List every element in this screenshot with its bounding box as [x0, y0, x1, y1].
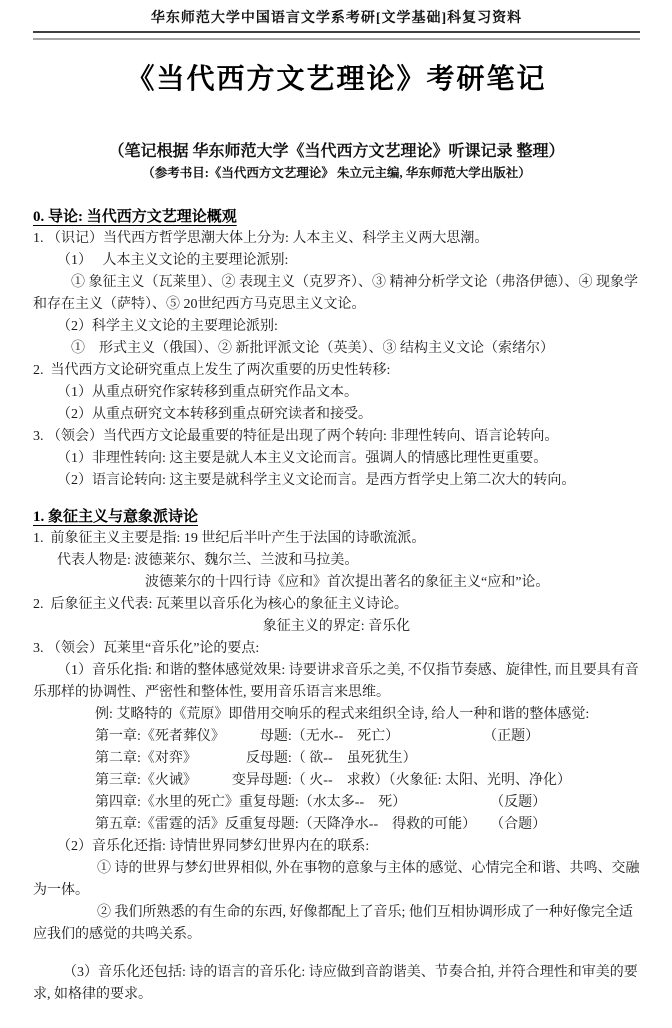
doc-line: 2. 后象征主义代表: 瓦莱里以音乐化为核心的象征主义诗论。 [33, 597, 408, 612]
doc-line: （1）音乐化指: 和谐的整体感觉效果: 诗要讲求音乐之美, 不仅指节奏感、旋律性, 而且要具有音乐那样的协调性、严密性和整体性, 要用音乐语言来思维。 [33, 663, 639, 700]
section-0 [33, 206, 640, 492]
doc-line: ① 象征主义（瓦莱里）、② 表现主义（克罗齐）、③ 精神分析学文论（弗洛伊德）、④ 现象学和存在主义（萨特）、⑤ 20世纪西方马克思主义文论。 [33, 275, 638, 312]
doc-line: 第三章:《火诫》 变异母题:（ 火-- 求救）（火象征: 太阳、光明、净化） [95, 773, 571, 788]
doc-line: （1） 人本主义文论的主要理论派别: [57, 253, 289, 268]
doc-line: （2）语言论转向: 这主要是就科学主义文论而言。是西方哲学史上第二次大的转向。 [57, 473, 576, 488]
doc-line: 例: 艾略特的《荒原》即借用交响乐的程式来组织全诗, 给人一种和谐的整体感觉: [95, 707, 590, 722]
doc-line: ① 诗的世界与梦幻世界相似, 外在事物的意象与主体的感觉、心情完全和谐、共鸣、交融为一体。 [33, 861, 640, 898]
doc-line: 3. （领会）当代西方文论最重要的特征是出现了两个转向: 非理性转向、语言论转向。 [33, 429, 559, 444]
doc-line: ② 我们所熟悉的有生命的东西, 好像都配上了音乐; 他们互相协调形成了一种好像完全适应我们的感觉的共鸣关系。 [33, 905, 633, 942]
doc-line: 代表人物是: 波德莱尔、魏尔兰、兰波和马拉美。 [57, 553, 359, 568]
section-heading: 0. 导论: 当代西方文艺理论概观 [33, 209, 237, 225]
section-1 [33, 506, 640, 1006]
doc-header: 华东师范大学中国语言文学系考研[文学基础]科复习资料 [150, 11, 523, 26]
doc-line: 第一章:《死者葬仪》 母题:（无水-- 死亡） （正题） [95, 729, 540, 744]
doc-line: （2）音乐化还指: 诗情世界同梦幻世界内在的联系: [57, 839, 370, 854]
section-heading: 1. 象征主义与意象派诗论 [33, 509, 199, 525]
doc-line: （2）科学主义文论的主要理论派别: [57, 319, 278, 334]
note-primary: （笔记根据 华东师范大学《当代西方文艺理论》听课记录 整理） [108, 143, 565, 160]
document-body [33, 206, 640, 1006]
page-title: 《当代西方文艺理论》考研笔记 [126, 63, 547, 94]
doc-line: 波德莱尔的十四行诗《应和》首次提出著名的象征主义“应和”论。 [145, 575, 550, 590]
doc-line: 第二章:《对弈》 反母题:（ 欲-- 虽死犹生） [95, 751, 417, 766]
header-rule [33, 31, 640, 40]
doc-line: （1）从重点研究作家转移到重点研究作品文本。 [57, 385, 358, 400]
doc-line: ① 形式主义（俄国）、② 新批评派文论（英美）、③ 结构主义文论（索绪尔） [71, 341, 554, 356]
doc-line: 1. （识记）当代西方哲学思潮大体上分为: 人本主义、科学主义两大思潮。 [33, 231, 489, 246]
note-secondary: （参考书目:《当代西方文艺理论》 朱立元主编, 华东师范大学出版社） [142, 166, 531, 180]
doc-line: 象征主义的界定: 音乐化 [262, 619, 411, 634]
doc-line: （2）从重点研究文本转移到重点研究读者和接受。 [57, 407, 372, 422]
doc-line: 第四章:《水里的死亡》重复母题:（水太多-- 死） （反题） [95, 795, 547, 810]
doc-line: 3. （领会）瓦莱里“音乐化”论的要点: [33, 641, 260, 656]
doc-line: 2. 当代西方文论研究重点上发生了两次重要的历史性转移: [33, 363, 391, 378]
doc-line: （3）音乐化还包括: 诗的语言的音乐化: 诗应做到音韵谐美、节奏合拍, 并符合理性和审美的要求, 如格律的要求。 [33, 965, 638, 1002]
doc-line: 1. 前象征主义主要是指: 19 世纪后半叶产生于法国的诗歌流派。 [33, 531, 426, 546]
doc-line: （1）非理性转向: 这主要是就人本主义文论而言。强调人的情感比理性更重要。 [57, 451, 548, 466]
doc-line: 第五章:《雷霆的活》反重复母题:（天降净水-- 得救的可能） （合题） [95, 817, 547, 832]
